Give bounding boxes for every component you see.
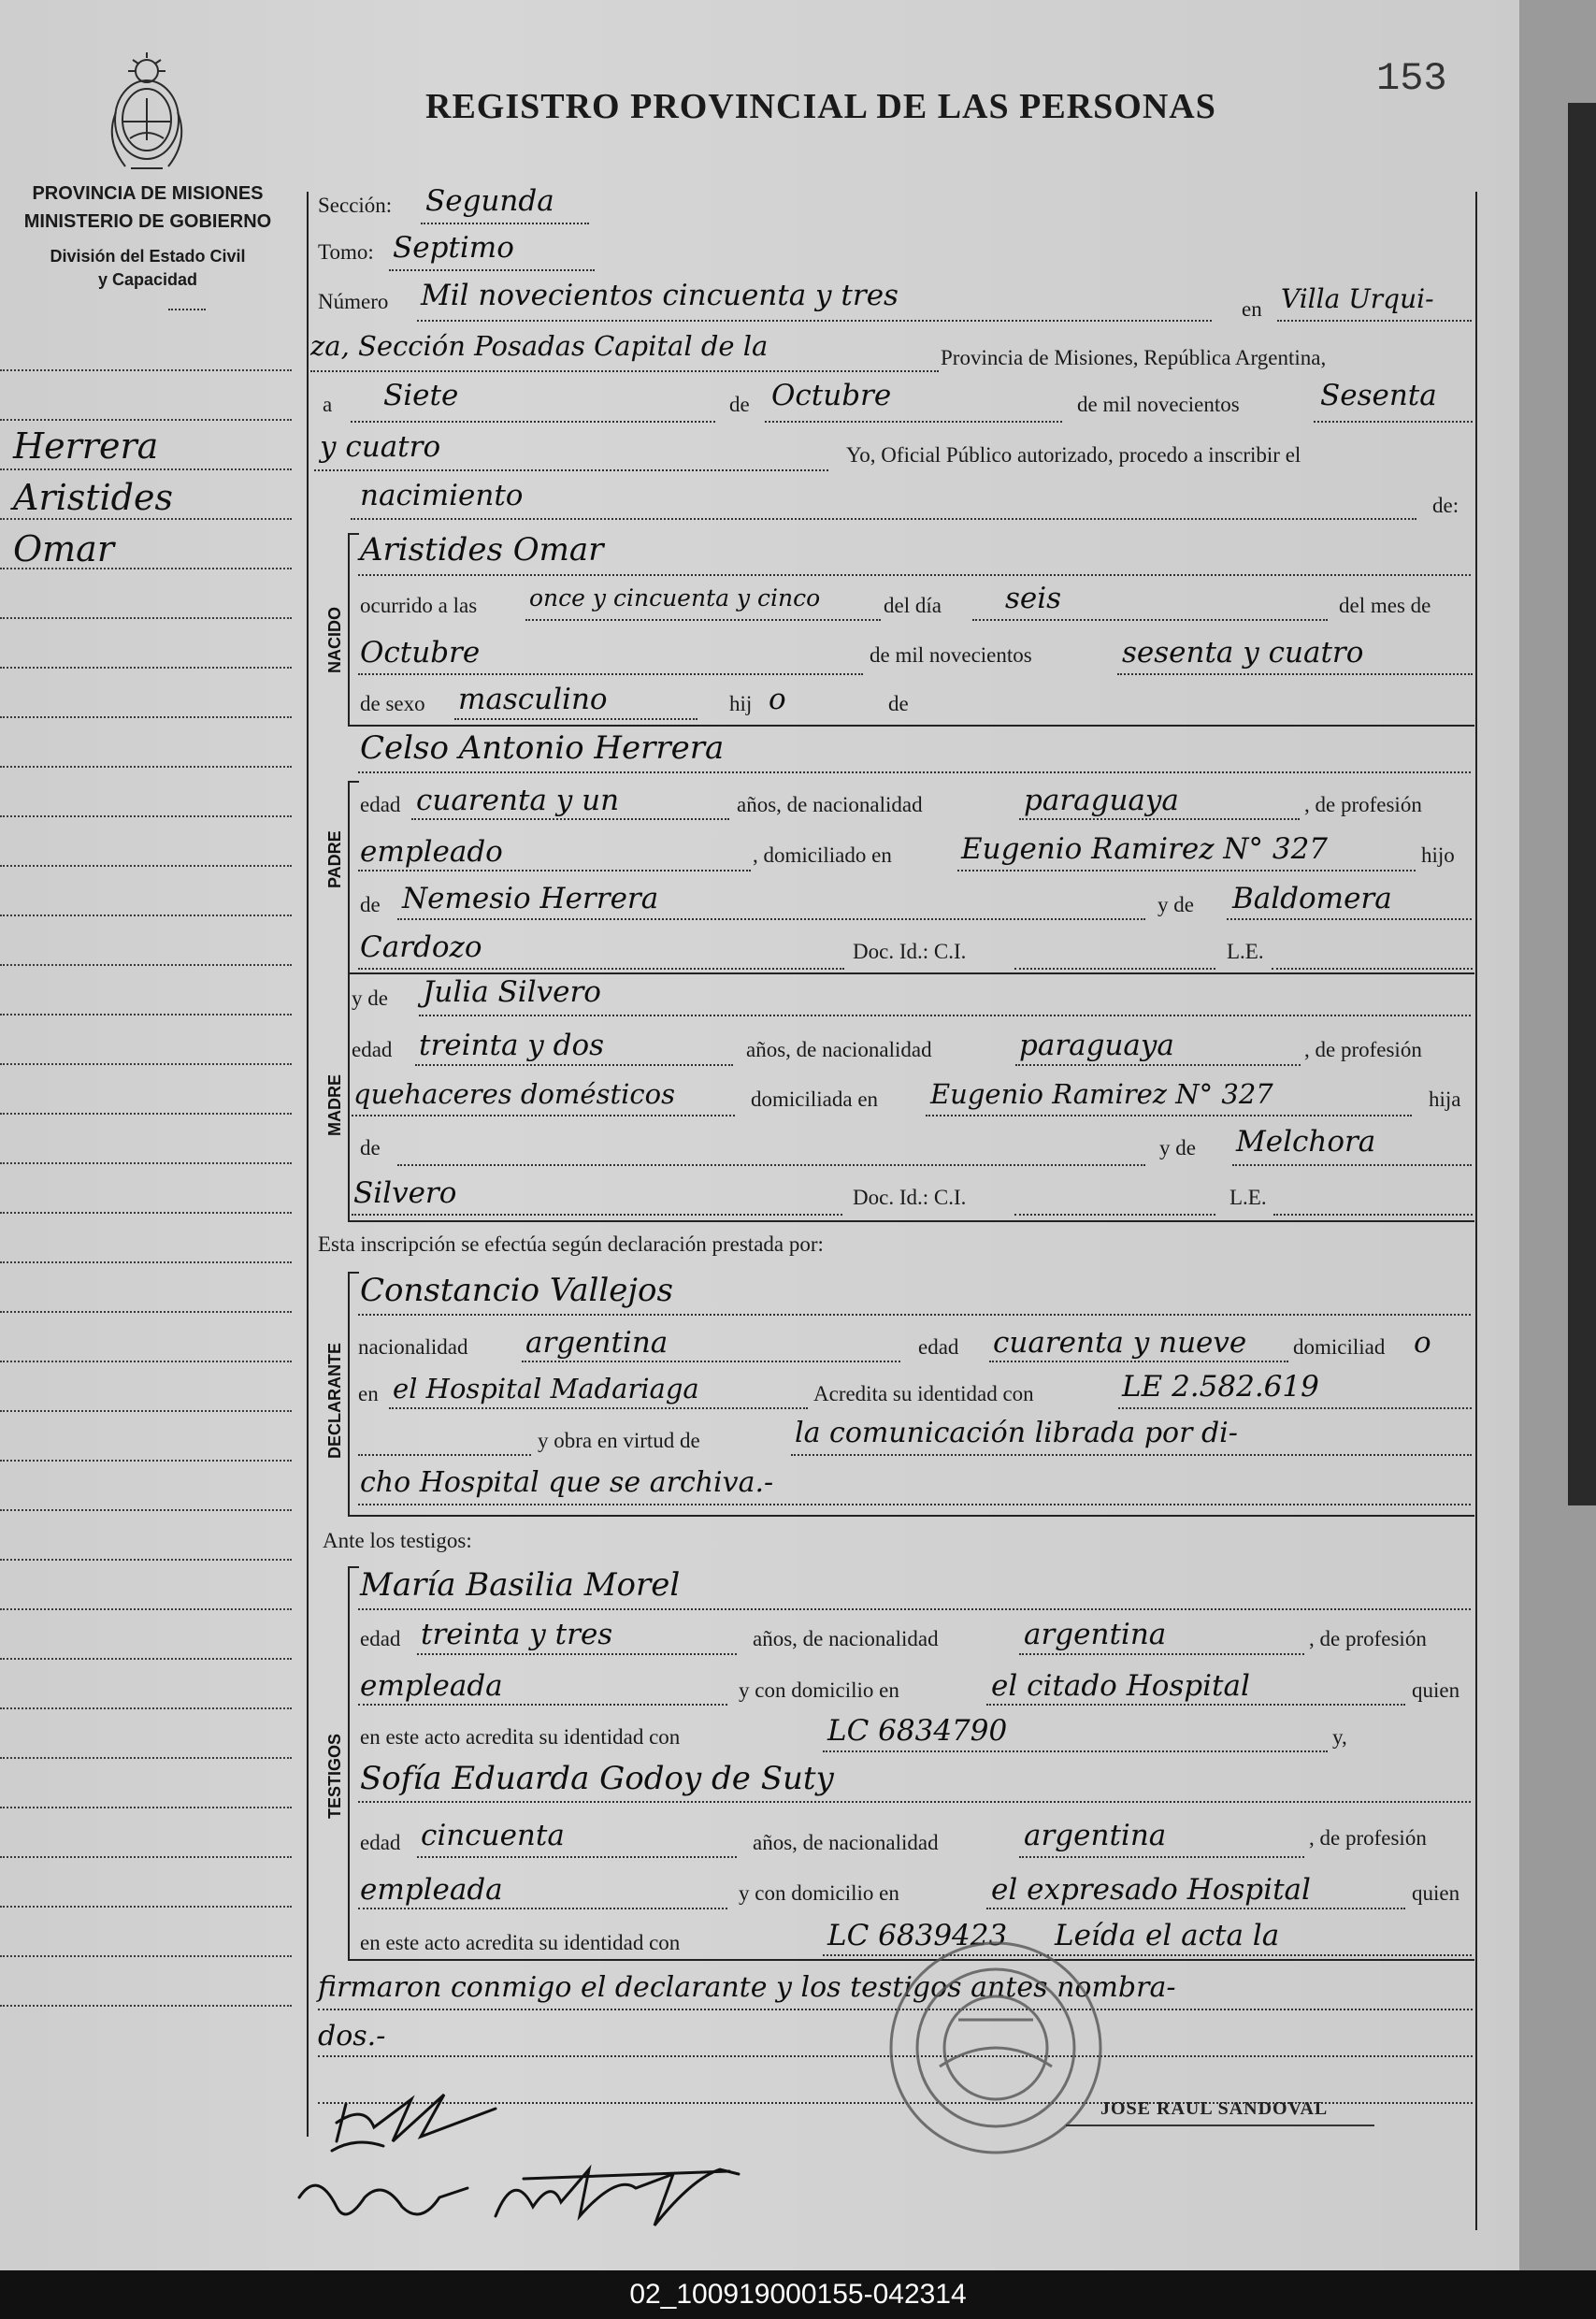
value-t1-nombre: María Basilia Morel <box>360 1566 681 1604</box>
org-division-line2: y Capacidad <box>97 270 198 289</box>
margin-rule <box>0 1658 292 1660</box>
label-padre-prof: , de profesión <box>1304 793 1422 816</box>
value-acto: nacimiento <box>360 479 524 512</box>
label-hij: hij <box>729 692 753 715</box>
field-line <box>957 870 1416 871</box>
field-line <box>454 718 697 720</box>
value-anio-1: Sesenta <box>1320 379 1437 412</box>
field-line <box>989 1361 1288 1362</box>
field-line <box>972 619 1328 621</box>
margin-rule <box>0 1063 292 1065</box>
label-testigos: TESTIGOS <box>325 1733 344 1819</box>
field-line <box>1272 968 1473 970</box>
bracket-madre-bottom <box>348 1220 1474 1222</box>
field-line <box>1232 1164 1472 1166</box>
field-line <box>417 320 1212 322</box>
value-cierre-2: firmaron conmigo el declarante y los testigos antes nombra- <box>318 1971 1176 2004</box>
field-line <box>419 1015 1471 1016</box>
officer-name: JOSE RAUL SANDOVAL <box>1100 2098 1329 2119</box>
value-t2-nombre: Sofía Eduarda Godoy de Suty <box>360 1760 834 1797</box>
value-mes-nac: Octubre <box>360 636 481 670</box>
field-line <box>397 1164 1145 1166</box>
field-line <box>986 1908 1405 1909</box>
bracket-declarante-bottom <box>348 1515 1474 1517</box>
value-decl-obra-2: cho Hospital que se archiva.- <box>360 1466 774 1499</box>
value-decl-dom-o: o <box>1414 1326 1431 1360</box>
frame-right-rule <box>1475 192 1477 2230</box>
value-padre-nombre: Celso Antonio Herrera <box>360 729 725 767</box>
margin-rule <box>0 1509 292 1511</box>
value-decl-nac: argentina <box>525 1326 669 1360</box>
label-madre-doc: Doc. Id.: C.I. <box>853 1186 967 1209</box>
field-line <box>358 1704 727 1706</box>
label-de-colon: de: <box>1432 494 1459 517</box>
label-t2-quien: quien <box>1412 1881 1460 1905</box>
label-tomo: Tomo: <box>318 240 374 264</box>
value-mes: Octubre <box>771 379 892 412</box>
label-esta-inscripcion: Esta inscripción se efectúa según declaración prestada por: <box>318 1232 824 1256</box>
label-t1-edad: edad <box>360 1627 401 1650</box>
label-madre-de: de <box>360 1136 381 1160</box>
officer-signature-line <box>1066 2125 1374 2126</box>
margin-rule <box>0 1162 292 1164</box>
value-t1-nac: argentina <box>1024 1618 1167 1651</box>
margin-rule <box>0 617 292 619</box>
value-t2-doc: LC 6839423 <box>827 1919 1008 1952</box>
divider <box>168 309 206 310</box>
value-madre-prof: quehaceres domésticos <box>353 1078 675 1110</box>
label-decl-domiciliad: domiciliad <box>1293 1335 1386 1359</box>
field-line <box>823 1750 1328 1752</box>
value-hij: o <box>769 683 786 716</box>
margin-rule <box>0 1212 292 1214</box>
field-line <box>1273 1214 1473 1216</box>
field-line <box>791 1454 1472 1456</box>
margin-rule <box>0 667 292 669</box>
margin-surname: Herrera <box>13 425 159 467</box>
label-padre-hijo: hijo <box>1421 843 1455 867</box>
label-madre-dom: domiciliada en <box>751 1087 879 1111</box>
margin-rule <box>0 1410 292 1412</box>
binding-shadow <box>1568 103 1596 1505</box>
org-province: PROVINCIA DE MISIONES <box>32 183 264 204</box>
bracket-padre <box>348 781 350 972</box>
coat-of-arms-icon <box>97 47 196 178</box>
margin-rule <box>0 369 292 371</box>
value-madre-y-de: Melchora <box>1236 1125 1376 1159</box>
label-seccion: Sección: <box>318 194 393 217</box>
label-madre: MADRE <box>325 1074 344 1136</box>
field-line <box>389 269 595 271</box>
field-line <box>352 1214 842 1216</box>
bracket-madre <box>348 972 350 1220</box>
margin-first-name: Aristides <box>13 477 173 518</box>
field-line <box>358 1908 727 1909</box>
field-line <box>415 1064 733 1066</box>
margin-rule <box>0 1757 292 1759</box>
label-padre: PADRE <box>325 830 344 888</box>
margin-rule <box>0 419 292 421</box>
field-line <box>1015 1064 1301 1066</box>
margin-rule <box>0 815 292 817</box>
bracket-padre-bottom <box>348 972 1474 974</box>
value-padre-y-de-2: Cardozo <box>360 930 482 964</box>
value-madre-dom: Eugenio Ramirez N° 327 <box>930 1078 1273 1110</box>
margin-rule <box>0 1559 292 1561</box>
label-de-mil: de mil novecientos <box>1077 393 1240 416</box>
field-line <box>310 370 939 372</box>
value-t1-edad: treinta y tres <box>421 1618 613 1651</box>
label-t1-acredita: en este acto acredita su identidad con <box>360 1725 681 1749</box>
margin-rule <box>0 1311 292 1313</box>
value-t1-dom: el citado Hospital <box>991 1669 1250 1703</box>
label-t2-nac: años, de nacionalidad <box>753 1831 939 1854</box>
value-dia: Siete <box>383 379 459 412</box>
value-cierre-1: Leída el acta la <box>1055 1919 1280 1952</box>
label-t1-prof: , de profesión <box>1309 1627 1427 1650</box>
margin-rule <box>0 964 292 966</box>
label-padre-edad: edad <box>360 793 401 816</box>
bracket-testigos-top <box>348 1566 359 1568</box>
margin-rule <box>0 1906 292 1908</box>
margin-rule <box>0 1856 292 1858</box>
margin-rule <box>0 1361 292 1362</box>
label-t1-nac: años, de nacionalidad <box>753 1627 939 1650</box>
label-t1-y: y, <box>1332 1725 1347 1749</box>
label-t2-acredita: en este acto acredita su identidad con <box>360 1931 681 1954</box>
margin-rule <box>0 1113 292 1115</box>
label-de-sexo: de sexo <box>360 692 425 715</box>
label-madre-hija: hija <box>1429 1087 1461 1111</box>
value-t2-nac: argentina <box>1024 1819 1167 1852</box>
value-hora: once y cincuenta y cinco <box>529 584 821 612</box>
margin-rule <box>0 468 292 470</box>
field-line <box>351 518 1416 520</box>
value-en-1: Villa Urqui- <box>1281 283 1434 314</box>
value-padre-dom: Eugenio Ramirez N° 327 <box>961 832 1329 866</box>
label-nacido: NACIDO <box>325 607 344 673</box>
label-madre-y-de: y de <box>352 987 388 1010</box>
value-madre-edad: treinta y dos <box>419 1029 605 1062</box>
value-anio-2: y cuatro <box>320 430 441 464</box>
margin-rule <box>0 1014 292 1015</box>
value-en-2: za, Sección Posadas Capital de la <box>310 330 769 362</box>
field-line <box>1019 1856 1304 1858</box>
field-line <box>525 619 881 621</box>
frame-left-rule <box>307 192 309 2137</box>
field-line <box>352 1115 735 1116</box>
field-line <box>351 421 715 423</box>
bracket-declarante-top <box>348 1272 359 1274</box>
page-edge <box>1519 0 1596 2270</box>
label-madre-edad: edad <box>352 1038 393 1061</box>
label-t2-prof: , de profesión <box>1309 1826 1427 1850</box>
field-line <box>417 1653 737 1655</box>
field-line <box>358 771 1471 773</box>
label-padre-le: L.E. <box>1227 940 1264 963</box>
margin-rule <box>0 915 292 916</box>
document-title: REGISTRO PROVINCIAL DE LAS PERSONAS <box>425 87 1216 126</box>
value-padre-nac: paraguaya <box>1024 784 1179 817</box>
value-padre-prof: empleado <box>360 835 503 869</box>
value-decl-nombre: Constancio Vallejos <box>360 1272 673 1309</box>
label-t2-dom: y con domicilio en <box>739 1881 899 1905</box>
label-padre-y-de: y de <box>1157 893 1194 916</box>
field-line <box>1227 918 1472 920</box>
label-provincia: Provincia de Misiones, República Argentina, <box>941 346 1327 369</box>
label-decl-en: en <box>358 1382 379 1405</box>
label-ocurrido: ocurrido a las <box>360 594 478 617</box>
value-numero: Mil novecientos cincuenta y tres <box>421 279 899 312</box>
value-dia-nac: seis <box>1005 582 1062 615</box>
bracket-nacido <box>348 533 350 725</box>
org-division-line1: División del Estado Civil <box>50 247 246 266</box>
field-line <box>1019 1653 1304 1655</box>
field-line <box>358 1454 531 1456</box>
label-de-mil-nov: de mil novecientos <box>870 643 1032 667</box>
org-division <box>7 245 288 292</box>
field-line <box>358 1314 1471 1316</box>
value-anio-nac: sesenta y cuatro <box>1122 636 1364 670</box>
field-line <box>1277 320 1472 322</box>
label-ante-testigos: Ante los testigos: <box>323 1529 472 1552</box>
field-line <box>1014 968 1215 970</box>
label-t1-dom: y con domicilio en <box>739 1678 899 1702</box>
value-t1-doc: LC 6834790 <box>827 1714 1008 1748</box>
margin-rule <box>0 518 292 520</box>
bracket-nacido-bottom <box>348 725 1474 727</box>
value-tomo: Septimo <box>393 231 514 265</box>
file-id-footer: 02_100919000155-042314 <box>0 2270 1596 2319</box>
field-line <box>1314 421 1473 423</box>
bracket-declarante <box>348 1272 350 1515</box>
field-line <box>522 1361 900 1362</box>
margin-rule <box>0 1807 292 1808</box>
label-padre-doc: Doc. Id.: C.I. <box>853 940 967 963</box>
field-line <box>1118 1407 1472 1409</box>
field-line <box>1117 673 1473 675</box>
margin-rule <box>0 1608 292 1610</box>
label-de-padres: de <box>888 692 909 715</box>
label-en: en <box>1242 297 1262 321</box>
value-padre-edad: cuarenta y un <box>416 784 620 817</box>
field-line <box>358 870 751 871</box>
field-line <box>986 1704 1405 1706</box>
field-line <box>397 918 1145 920</box>
label-madre-nac: años, de nacionalidad <box>746 1038 932 1061</box>
value-decl-doc: LE 2.582.619 <box>1122 1370 1319 1404</box>
margin-rule <box>0 766 292 768</box>
margin-rule <box>0 865 292 867</box>
page-number: 153 <box>1376 56 1447 101</box>
label-decl-edad: edad <box>918 1335 959 1359</box>
margin-rule <box>0 2005 292 2007</box>
value-padre-y-de-1: Baldomera <box>1232 882 1392 915</box>
value-t2-edad: cincuenta <box>421 1819 565 1852</box>
bracket-testigos <box>348 1566 350 1959</box>
field-line <box>411 818 729 820</box>
label-yo: Yo, Oficial Público autorizado, procedo a inscribir el <box>846 443 1301 467</box>
margin-rule <box>0 1460 292 1462</box>
label-decl-obra: y obra en virtud de <box>538 1429 700 1452</box>
field-line <box>358 1608 1471 1610</box>
margin-rule <box>0 1707 292 1709</box>
label-decl-nac: nacionalidad <box>358 1335 468 1359</box>
field-line <box>358 673 863 675</box>
label-de: de <box>729 393 750 416</box>
field-line <box>389 1407 808 1409</box>
label-madre-le: L.E. <box>1229 1186 1267 1209</box>
label-padre-de: de <box>360 893 381 916</box>
value-decl-en: el Hospital Madariaga <box>393 1373 699 1404</box>
value-madre-nombre: Julia Silvero <box>423 975 601 1009</box>
label-padre-nac: años, de nacionalidad <box>737 793 923 816</box>
field-line <box>358 1504 1471 1505</box>
margin-rule <box>0 716 292 718</box>
margin-second-name: Omar <box>13 528 115 569</box>
org-ministry: MINISTERIO DE GOBIERNO <box>23 211 272 232</box>
field-line <box>417 1856 737 1858</box>
field-line <box>358 968 844 970</box>
value-decl-obra-1: la comunicación librada por di- <box>795 1417 1238 1449</box>
margin-rule <box>0 1955 292 1957</box>
value-t1-prof: empleada <box>360 1669 503 1703</box>
label-del-mes: del mes de <box>1339 594 1431 617</box>
value-padre-hijo-de: Nemesio Herrera <box>402 882 659 915</box>
field-line <box>765 421 1062 423</box>
field-line <box>358 1801 1471 1803</box>
field-line <box>1014 1214 1215 1216</box>
value-madre-nac: paraguaya <box>1019 1029 1174 1062</box>
field-line <box>421 223 589 224</box>
handwritten-signatures <box>280 2085 804 2244</box>
label-padre-dom: , domiciliado en <box>753 843 892 867</box>
margin-rule <box>0 1261 292 1263</box>
value-decl-edad: cuarenta y nueve <box>993 1326 1247 1360</box>
label-del-dia: del día <box>884 594 942 617</box>
field-line <box>926 1115 1412 1116</box>
bracket-padre-top <box>348 781 359 783</box>
label-t2-edad: edad <box>360 1831 401 1854</box>
value-cierre-3: dos.- <box>318 2020 386 2053</box>
label-declarante: DECLARANTE <box>325 1343 344 1459</box>
field-line <box>314 469 828 471</box>
value-madre-apellido: Silvero <box>353 1176 457 1210</box>
value-nombre: Aristides Omar <box>360 531 604 569</box>
label-numero: Número <box>318 290 389 313</box>
value-seccion: Segunda <box>425 184 554 218</box>
bracket-nacido-top <box>348 533 359 535</box>
label-a: a <box>323 393 333 416</box>
value-t2-dom: el expresado Hospital <box>991 1873 1311 1907</box>
official-stamp-icon <box>884 1936 1108 2160</box>
label-decl-acredita: Acredita su identidad con <box>813 1382 1034 1405</box>
value-sexo: masculino <box>458 683 608 716</box>
label-madre-y-de2: y de <box>1159 1136 1196 1160</box>
field-line <box>1019 818 1300 820</box>
label-madre-prof: , de profesión <box>1304 1038 1422 1061</box>
field-line <box>358 574 1471 576</box>
value-t2-prof: empleada <box>360 1873 503 1907</box>
label-t1-quien: quien <box>1412 1678 1460 1702</box>
